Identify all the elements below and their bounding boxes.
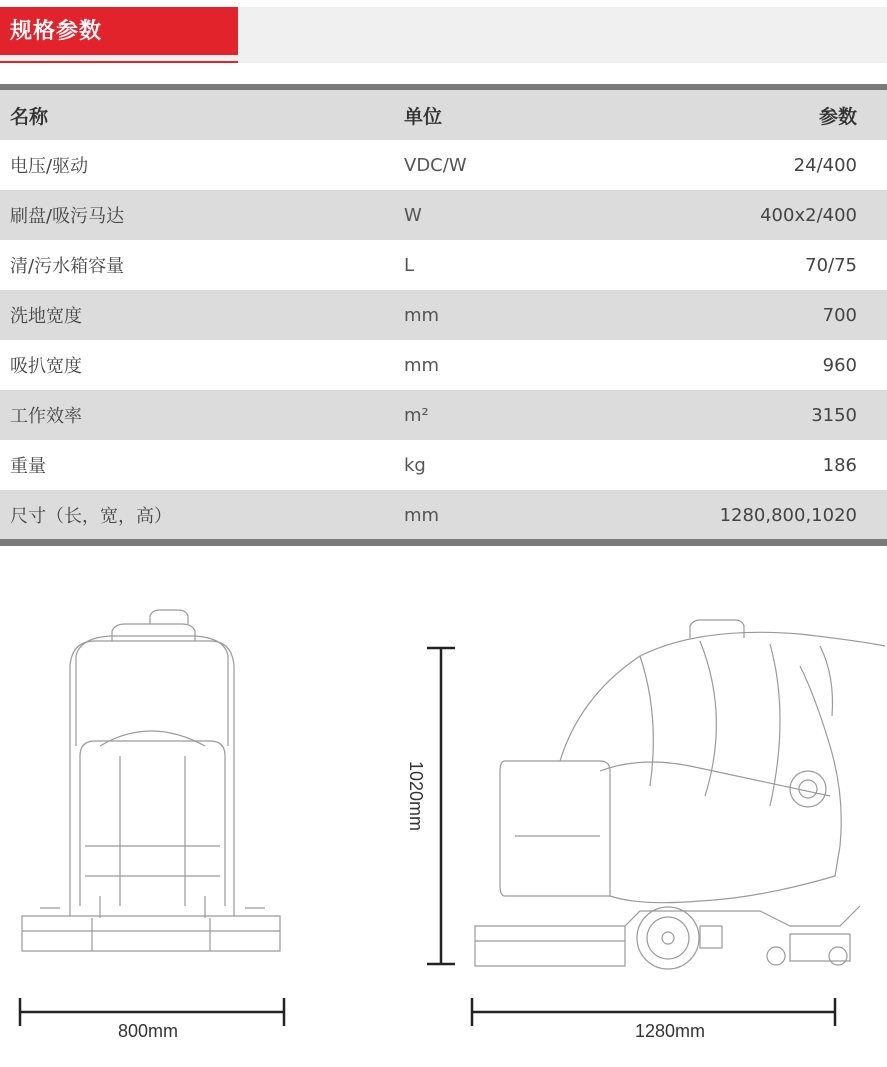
row-unit: mm xyxy=(404,304,440,326)
front-width-label: 800mm xyxy=(117,1021,179,1041)
side-height-label: 1020mm xyxy=(406,760,426,832)
table-row xyxy=(0,140,887,190)
row-value: 70/75 xyxy=(805,254,857,276)
table-row xyxy=(0,490,887,540)
column-header-value: 参数 xyxy=(818,105,857,128)
row-value: 3150 xyxy=(811,404,857,426)
title-underline xyxy=(0,61,238,63)
table-row xyxy=(0,440,887,490)
row-value: 24/400 xyxy=(793,154,857,176)
row-unit: VDC/W xyxy=(404,154,467,176)
table-row xyxy=(0,390,887,440)
row-unit: m² xyxy=(404,404,429,426)
row-name: 重量 xyxy=(10,456,46,477)
table-bottom-rule xyxy=(0,539,887,546)
row-unit: kg xyxy=(404,454,426,476)
row-value: 700 xyxy=(822,304,857,326)
column-header-unit: 单位 xyxy=(404,105,443,128)
table-row xyxy=(0,340,887,390)
row-value: 186 xyxy=(822,454,857,476)
row-name: 洗地宽度 xyxy=(10,306,82,327)
row-unit: W xyxy=(404,204,422,226)
row-name: 清/污水箱容量 xyxy=(10,256,125,277)
row-name: 吸扒宽度 xyxy=(10,356,82,377)
front-view xyxy=(22,610,280,951)
row-name: 尺寸（长，宽，高） xyxy=(10,506,172,527)
row-value: 400x2/400 xyxy=(760,204,857,226)
section-title: 规格参数 xyxy=(10,19,103,44)
table-row xyxy=(0,190,887,240)
spec-table xyxy=(0,90,887,540)
row-name: 刷盘/吸污马达 xyxy=(10,206,125,227)
column-header-name: 名称 xyxy=(10,105,49,128)
row-unit: mm xyxy=(404,504,440,526)
row-unit: L xyxy=(404,254,415,276)
row-value: 1280,800,1020 xyxy=(719,504,857,526)
table-row xyxy=(0,290,887,340)
table-row xyxy=(0,240,887,290)
row-value: 960 xyxy=(822,354,857,376)
side-view xyxy=(475,620,885,969)
row-name: 工作效率 xyxy=(10,406,82,427)
table-header-row xyxy=(0,90,887,140)
machine-dimension-drawing xyxy=(0,546,887,1067)
dimension-lines xyxy=(20,648,835,1026)
row-unit: mm xyxy=(404,354,440,376)
row-name: 电压/驱动 xyxy=(10,156,89,177)
side-length-label: 1280mm xyxy=(634,1021,706,1041)
